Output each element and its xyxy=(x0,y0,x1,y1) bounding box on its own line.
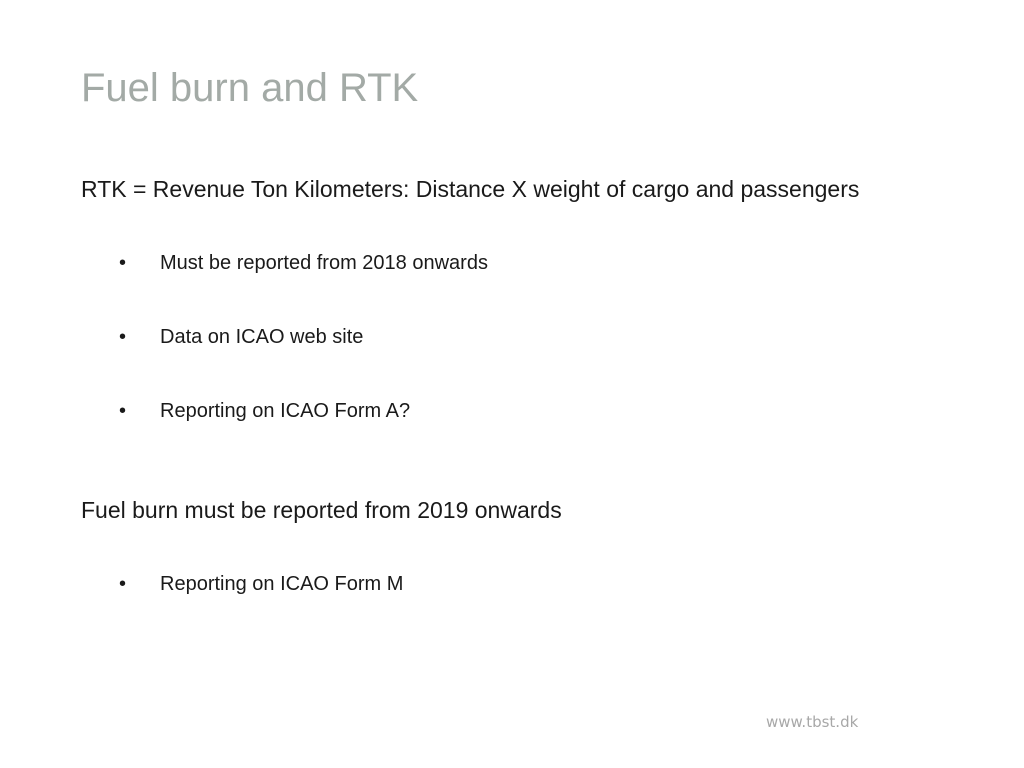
bullet-text: Data on ICAO web site xyxy=(160,326,364,348)
bullet-icon: • xyxy=(119,326,127,348)
section-heading-rtk: RTK = Revenue Ton Kilometers: Distance X weight of cargo and passengers xyxy=(81,176,860,202)
footer-url: www.tbst.dk xyxy=(766,713,859,731)
bullet-icon: • xyxy=(119,252,127,274)
slide-title: Fuel burn and RTK xyxy=(81,66,419,110)
bullet-text: Reporting on ICAO Form M xyxy=(160,573,404,595)
bullet-icon: • xyxy=(119,573,127,595)
section-heading-fuel-burn: Fuel burn must be reported from 2019 onwards xyxy=(81,497,562,523)
bullet-text: Must be reported from 2018 onwards xyxy=(160,252,488,274)
bullet-text: Reporting on ICAO Form A? xyxy=(160,400,411,422)
bullet-icon: • xyxy=(119,400,127,422)
